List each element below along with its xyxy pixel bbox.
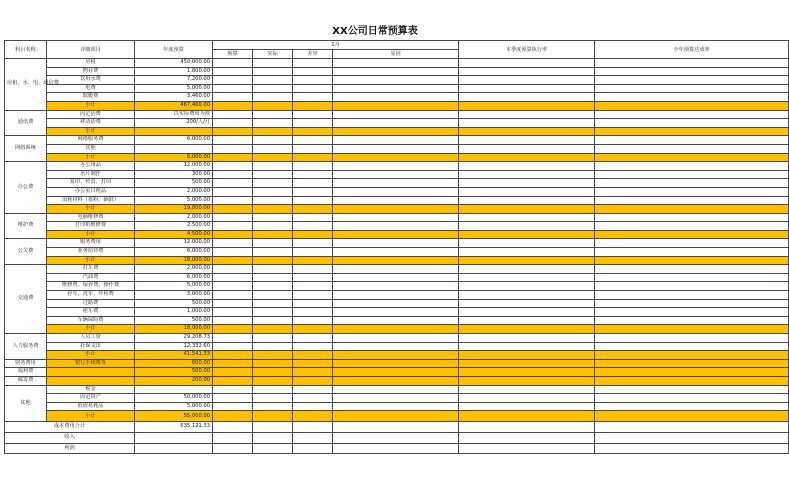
table-row [5, 402, 789, 411]
subtotal-amount: 41,541.33 [135, 351, 213, 360]
subtotal-amount: 467,460.00 [135, 101, 213, 110]
amount-cell: 600.00 [135, 359, 213, 368]
item-cell [47, 376, 135, 385]
table-row [5, 308, 789, 317]
item-cell: 房租 [47, 59, 135, 68]
category-cell: 财务费用 [5, 359, 47, 368]
table-row [5, 342, 789, 351]
item-cell: 车辆保险费 [47, 316, 135, 325]
table-row [5, 196, 789, 205]
subtotal-amount: 6,000.00 [135, 153, 213, 162]
subtotal-amount: 55,000.00 [135, 411, 213, 422]
item-cell: 其他 [47, 144, 135, 153]
item-cell: 租车费 [47, 308, 135, 317]
table-row [5, 162, 789, 171]
header-reason: 原因 [333, 50, 459, 59]
table-row [5, 239, 789, 248]
item-cell: 低值易耗品 [47, 402, 135, 411]
subtotal-amount: 19,800.00 [135, 205, 213, 214]
table-row [5, 144, 789, 153]
header-month: 1月 [213, 41, 459, 50]
item-cell: 办公用品 [47, 162, 135, 171]
item-cell: 网络服务费 [47, 136, 135, 145]
subtotal-label: 小计 [47, 101, 135, 110]
subtotal-amount [135, 127, 213, 136]
item-cell: 服务费用 [47, 239, 135, 248]
profit-label: 利润 [5, 443, 135, 454]
amount-cell: 3,460.00 [135, 93, 213, 102]
subtotal-amount: 4,500.00 [135, 230, 213, 239]
table-row [5, 222, 789, 231]
table-row [5, 110, 789, 119]
table-row [5, 334, 789, 343]
header-quarter-exec-rate: 本季度预算执行率 [459, 41, 595, 59]
table-row [5, 84, 789, 93]
category-cell: 公关费 [5, 239, 47, 265]
subtotal-amount: 18,000.00 [135, 325, 213, 334]
table-row [5, 359, 789, 368]
amount-cell: 500.00 [135, 299, 213, 308]
subtotal-label: 小计 [47, 256, 135, 265]
item-cell: 打印机维修费 [47, 222, 135, 231]
item-cell: 名片制作 [47, 170, 135, 179]
item-cell: 办公室日耗品 [47, 187, 135, 196]
subtotal-label: 小计 [47, 205, 135, 214]
amount-cell: 200.00 [135, 376, 213, 385]
item-cell: 消耗材料（墨粉、硒鼓） [47, 196, 135, 205]
amount-cell: 50,000.00 [135, 394, 213, 403]
item-cell: 复印、传真、打印 [47, 179, 135, 188]
amount-cell: 2,000.00 [135, 187, 213, 196]
subtotal-label: 小计 [47, 411, 135, 422]
header-diff: 差异 [293, 50, 333, 59]
subtotal-row [5, 325, 789, 334]
amount-cell: 以实际费用为准 [135, 110, 213, 119]
amount-cell: 500.00 [135, 368, 213, 377]
item-cell: 电费 [47, 84, 135, 93]
amount-cell: 6,000.00 [135, 136, 213, 145]
table-row [5, 394, 789, 403]
category-cell: 邮寄费 [5, 376, 47, 385]
subtotal-row [5, 411, 789, 422]
amount-cell: 5,000.00 [135, 84, 213, 93]
sheet-title: XX公司日常预算表 [332, 26, 418, 37]
item-cell: 业务招待费 [47, 248, 135, 257]
item-cell: 固定资产 [47, 394, 135, 403]
table-row [5, 187, 789, 196]
table-row [5, 385, 789, 394]
item-cell: 停车、洗车、年检费 [47, 291, 135, 300]
amount-cell: 450,000.00 [135, 59, 213, 68]
category-cell: 交通费 [5, 265, 47, 334]
amount-cell: 12,332.60 [135, 342, 213, 351]
amount-cell: 7,200.00 [135, 76, 213, 85]
income-label: 收入 [5, 432, 135, 443]
amount-cell: 2,000.00 [135, 213, 213, 222]
header-full-year-rate: 全年预算达成率 [595, 41, 789, 59]
subtotal-row [5, 351, 789, 360]
table-row [5, 273, 789, 282]
amount-cell: 1,000.00 [135, 308, 213, 317]
item-cell: 维修费、保养费、操作费 [47, 282, 135, 291]
category-cell: 福利费 [5, 368, 47, 377]
subtotal-label: 小计 [47, 230, 135, 239]
item-cell [47, 368, 135, 377]
subtotal-row [5, 101, 789, 110]
amount-cell: 200/人/月 [135, 119, 213, 128]
amount-cell: 5,000.00 [135, 196, 213, 205]
total-label: 成本费用合计 [5, 422, 135, 433]
header-category: 科目名称 [5, 41, 47, 59]
table-row [5, 170, 789, 179]
header-row-1 [5, 41, 789, 50]
total-row [5, 422, 789, 433]
item-cell: 电脑维修费 [47, 213, 135, 222]
table-row [5, 59, 789, 68]
subtotal-label: 小计 [47, 127, 135, 136]
amount-cell: 5,000.00 [135, 282, 213, 291]
header-actual: 实际 [253, 50, 293, 59]
table-row [5, 179, 789, 188]
amount-cell: 500.00 [135, 316, 213, 325]
table-row [5, 67, 789, 76]
amount-cell: 12,000.00 [135, 162, 213, 171]
table-row [5, 299, 789, 308]
budget-table [4, 40, 789, 454]
amount-cell: 29,208.73 [135, 334, 213, 343]
subtotal-label: 小计 [47, 153, 135, 162]
item-cell: 银行手续费等 [47, 359, 135, 368]
total-value: 635,121.33 [135, 422, 213, 433]
amount-cell: 6,000.00 [135, 273, 213, 282]
item-cell: 移动话费 [47, 119, 135, 128]
table-row [5, 248, 789, 257]
amount-cell: 12,000.00 [135, 239, 213, 248]
category-cell: 其他 [5, 385, 47, 422]
category-cell: 维护费 [5, 213, 47, 239]
subtotal-row [5, 256, 789, 265]
profit-row [5, 443, 789, 454]
table-row [5, 368, 789, 377]
category-cell: 通讯费 [5, 110, 47, 136]
amount-cell: 2,500.00 [135, 222, 213, 231]
income-row [5, 432, 789, 443]
table-row [5, 213, 789, 222]
amount-cell [135, 144, 213, 153]
amount-cell: 1,800.00 [135, 67, 213, 76]
item-cell: 人员工资 [47, 334, 135, 343]
category-cell: 人力服务费 [5, 334, 47, 360]
table-row [5, 93, 789, 102]
amount-cell: 500.00 [135, 179, 213, 188]
subtotal-row [5, 205, 789, 214]
amount-cell: 6,000.00 [135, 248, 213, 257]
header-annual-budget: 年度预算 [135, 41, 213, 59]
amount-cell [135, 385, 213, 394]
table-row [5, 291, 789, 300]
amount-cell: 5,000.00 [135, 402, 213, 411]
category-cell: 房租、水、电、通信费 [5, 59, 47, 111]
subtotal-label: 小计 [47, 351, 135, 360]
table-row [5, 136, 789, 145]
subtotal-row [5, 230, 789, 239]
subtotal-row [5, 127, 789, 136]
amount-cell: 3,000.00 [135, 291, 213, 300]
table-row [5, 119, 789, 128]
category-cell: 办公费 [5, 162, 47, 214]
item-cell: 税金 [47, 385, 135, 394]
item-cell: 饮用水费 [47, 76, 135, 85]
category-cell: 网络系统 [5, 136, 47, 162]
header-item: 详细项目 [47, 41, 135, 59]
table-row [5, 282, 789, 291]
subtotal-amount: 18,000.00 [135, 256, 213, 265]
subtotal-row [5, 153, 789, 162]
subtotal-label: 小计 [47, 325, 135, 334]
item-cell: 汽油费 [47, 273, 135, 282]
item-cell: 过路费 [47, 299, 135, 308]
amount-cell: 2,000.00 [135, 265, 213, 274]
table-row [5, 265, 789, 274]
item-cell: 打车费 [47, 265, 135, 274]
table-row [5, 76, 789, 85]
item-cell: 社保支出 [47, 342, 135, 351]
header-budget: 预算 [213, 50, 253, 59]
table-row [5, 376, 789, 385]
item-cell: 物业费 [47, 67, 135, 76]
table-row [5, 316, 789, 325]
amount-cell: 300.00 [135, 170, 213, 179]
item-cell: 固定话费 [47, 110, 135, 119]
item-cell: 取暖费 [47, 93, 135, 102]
